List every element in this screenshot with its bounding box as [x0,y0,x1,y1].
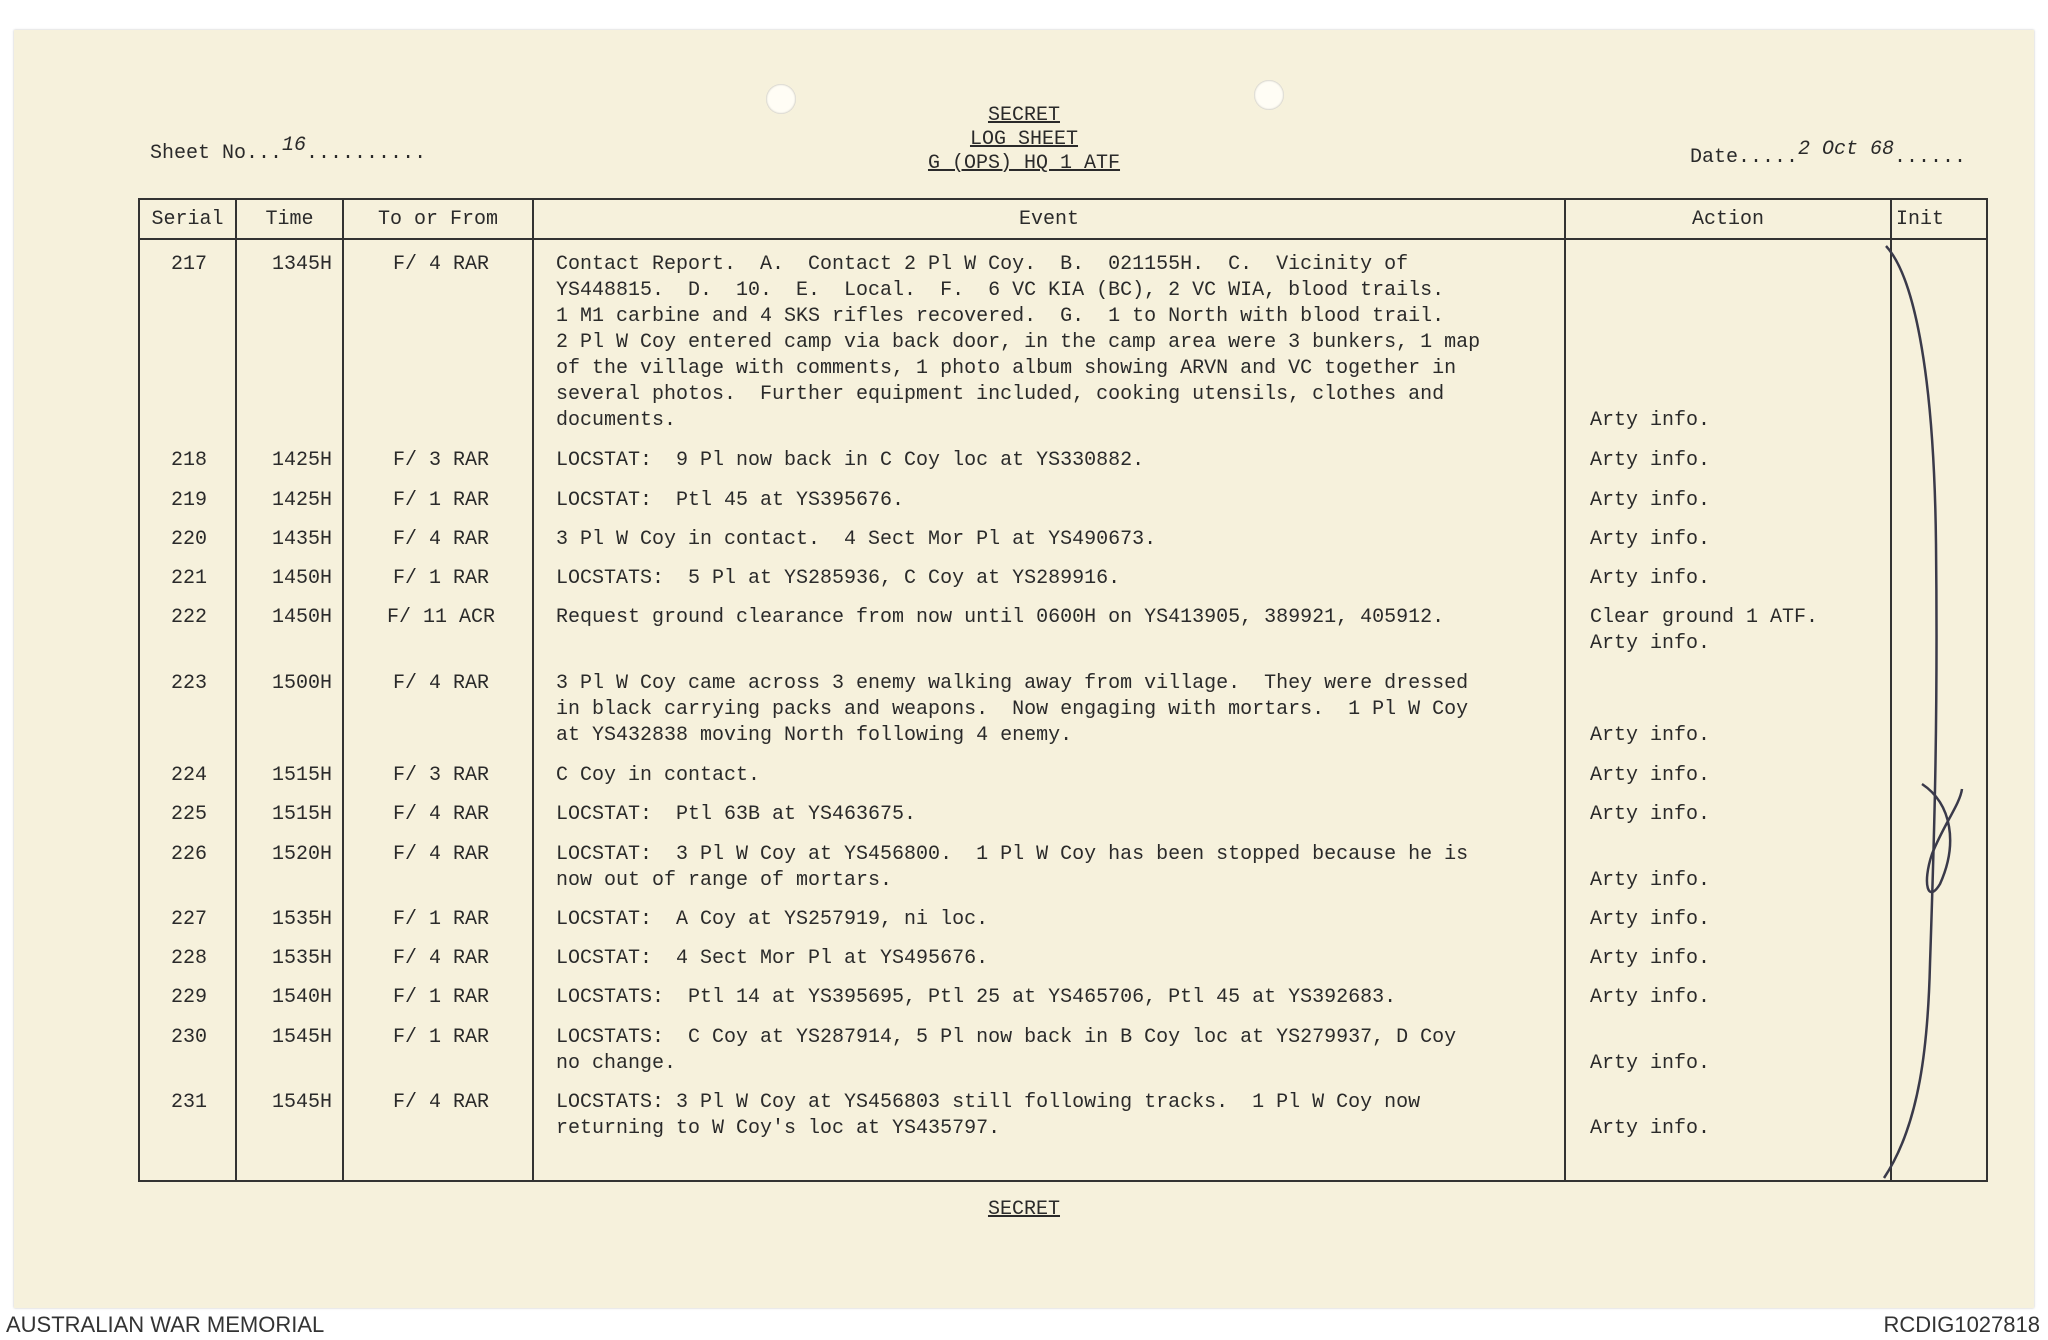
colhead-serial: Serial [151,208,224,231]
event-cell: Contact Report. A. Contact 2 Pl W Coy. B. 021155H. C. Vicinity of YS448815. D. 10. E. Local. F. 6 VC KIA (BC), 2 VC WIA, blood trails. 1 M1 carbine and 4 SKS rifles recovered. G. 1 to North with blood trail. 2 Pl W Coy entered camp via back door, in the camp area were 3 bunkers, 1 map of the village with comments, 1 photo album showing ARVN and VC together in several photos. Further equipment included, cooking utensils, clothes and documents. [556,253,1481,432]
serial-cell: 223 [170,672,207,695]
colhead-init: Init [1896,208,1945,231]
to-or-from-cell: F/ 3 RAR [392,764,489,787]
sheet-number-field [150,134,427,165]
event-cell: LOCSTATS: C Coy at YS287914, 5 Pl now back in B Coy loc at YS279937, D Coy no change. [556,1026,1457,1075]
date-value: 2 Oct 68 [1798,138,1895,161]
serial-cell: 229 [170,986,207,1009]
action-cell: Arty info. [1590,567,1711,590]
time-cell: 1500H [271,672,332,695]
colhead-to-or-from: To or From [377,208,499,231]
colhead-event: Event [1018,208,1079,231]
action-cell: Arty info. [1590,724,1711,747]
to-or-from-cell: F/ 4 RAR [392,528,489,551]
archive-credit: AUSTRALIAN WAR MEMORIAL [6,1312,325,1337]
divider-serial-time [235,200,237,1180]
event-cell: LOCSTAT: Ptl 63B at YS463675. [556,803,917,826]
sheet-number-value: 16 [282,134,307,157]
serial-cell: 217 [170,253,207,276]
time-cell: 1425H [271,449,332,472]
to-or-from-cell: F/ 4 RAR [392,803,489,826]
to-or-from-cell: F/ 1 RAR [392,908,489,931]
classification-top: SECRET [987,104,1060,127]
time-cell: 1435H [271,528,332,551]
event-cell: C Coy in contact. [556,764,761,787]
time-cell: 1545H [271,1026,332,1049]
event-cell: LOCSTAT: A Coy at YS257919, ni loc. [556,908,989,931]
serial-cell: 224 [170,764,207,787]
serial-cell: 220 [170,528,207,551]
to-or-from-cell: F/ 4 RAR [392,843,489,866]
log-sheet-paper [14,30,2034,1308]
event-cell: Request ground clearance from now until 0600H on YS413905, 389921, 405912. [556,606,1445,629]
event-cell: LOCSTAT: 3 Pl W Coy at YS456800. 1 Pl W Coy has been stopped because he is now out of range of mortars. [556,843,1469,892]
to-or-from-cell: F/ 3 RAR [392,449,489,472]
action-cell: Arty info. [1590,908,1711,931]
action-cell: Arty info. [1590,947,1711,970]
to-or-from-cell: F/ 4 RAR [392,253,489,276]
date-field [1690,138,1967,169]
serial-cell: 222 [170,606,207,629]
time-cell: 1515H [271,764,332,787]
log-sheet-title: LOG SHEET [969,128,1079,151]
action-cell: Arty info. [1590,528,1711,551]
divider-tofrom-event [532,200,534,1180]
event-cell: LOCSTAT: Ptl 45 at YS395676. [556,489,905,512]
to-or-from-cell: F/ 1 RAR [392,489,489,512]
time-cell: 1425H [271,489,332,512]
sheet-number-dots: .......... [306,142,427,165]
action-cell: Arty info. [1590,803,1711,826]
serial-cell: 228 [170,947,207,970]
colhead-time: Time [265,208,314,231]
event-cell: LOCSTATS: Ptl 14 at YS395695, Ptl 25 at YS465706, Ptl 45 at YS392683. [556,986,1397,1009]
action-cell: Arty info. [1590,764,1711,787]
to-or-from-cell: F/ 11 ACR [386,606,496,629]
time-cell: 1520H [271,843,332,866]
event-cell: LOCSTAT: 9 Pl now back in C Coy loc at YS330882. [556,449,1145,472]
serial-cell: 219 [170,489,207,512]
action-cell: Arty info. [1590,869,1711,892]
serial-cell: 230 [170,1026,207,1049]
time-cell: 1450H [271,606,332,629]
log-table [138,198,1988,1182]
event-cell: 3 Pl W Coy came across 3 enemy walking away from village. They were dressed in black carrying packs and weapons. Now engaging with mortars. 1 Pl W Coy at YS432838 moving North following 4 enemy. [556,672,1469,747]
event-cell: LOCSTAT: 4 Sect Mor Pl at YS495676. [556,947,989,970]
time-cell: 1535H [271,908,332,931]
sheet-number-label: Sheet No... [150,142,283,165]
handwritten-initial-mark [1882,244,1982,1180]
to-or-from-cell: F/ 4 RAR [392,947,489,970]
serial-cell: 231 [170,1091,207,1114]
action-cell: Arty info. [1590,1117,1711,1140]
date-label: Date..... [1690,146,1799,169]
action-cell: Arty info. [1590,986,1711,1009]
archive-id: RCDIG1027818 [1883,1312,2040,1337]
action-cell: Arty info. [1590,409,1711,432]
time-cell: 1515H [271,803,332,826]
event-cell: LOCSTATS: 5 Pl at YS285936, C Coy at YS289916. [556,567,1121,590]
to-or-from-cell: F/ 4 RAR [392,1091,489,1114]
action-cell: Arty info. [1590,449,1711,472]
time-cell: 1545H [271,1091,332,1114]
serial-cell: 218 [170,449,207,472]
event-cell: LOCSTATS: 3 Pl W Coy at YS456803 still following tracks. 1 Pl W Coy now returning to W Coy's loc at YS435797. [556,1091,1421,1140]
serial-cell: 221 [170,567,207,590]
serial-cell: 227 [170,908,207,931]
log-sheet-subtitle: G (OPS) HQ 1 ATF [927,152,1121,175]
serial-cell: 226 [170,843,207,866]
time-cell: 1535H [271,947,332,970]
archive-footer [0,1310,2048,1340]
time-cell: 1450H [271,567,332,590]
to-or-from-cell: F/ 1 RAR [392,567,489,590]
to-or-from-cell: F/ 1 RAR [392,986,489,1009]
action-cell: Arty info. [1590,1052,1711,1075]
time-cell: 1345H [271,253,332,276]
action-cell: Clear ground 1 ATF. Arty info. [1590,606,1819,655]
serial-cell: 225 [170,803,207,826]
classification-bottom: SECRET [987,1198,1060,1221]
colhead-action: Action [1691,208,1764,231]
to-or-from-cell: F/ 1 RAR [392,1026,489,1049]
action-cell: Arty info. [1590,489,1711,512]
time-cell: 1540H [271,986,332,1009]
event-cell: 3 Pl W Coy in contact. 4 Sect Mor Pl at YS490673. [556,528,1157,551]
date-dots: ...... [1894,146,1967,169]
to-or-from-cell: F/ 4 RAR [392,672,489,695]
